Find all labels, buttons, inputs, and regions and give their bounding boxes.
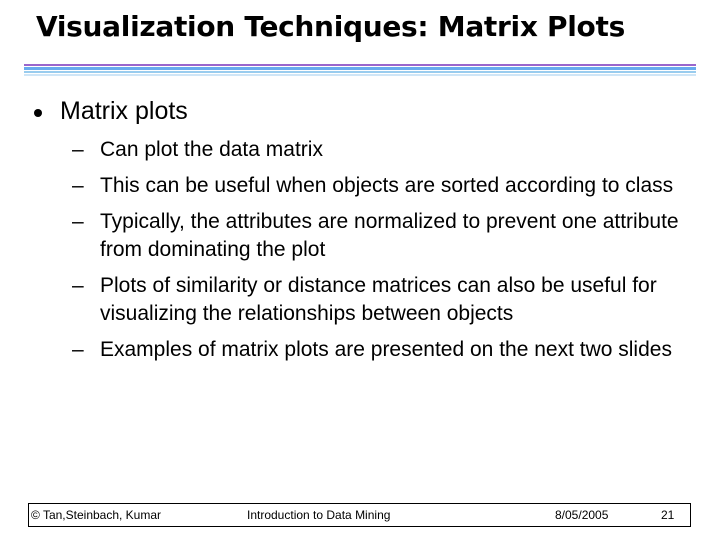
sub-bullet-text: Typically, the attributes are normalized to prevent one attribute from dominating the plot (100, 210, 679, 261)
sub-bullet (72, 336, 702, 364)
footer-date: 8/05/2005 (555, 508, 609, 522)
sub-bullet (72, 272, 702, 328)
sub-bullet-text: Can plot the data matrix (100, 138, 323, 161)
bullet-dot-icon (34, 109, 42, 117)
sub-bullet-text: Plots of similarity or distance matrices can also be useful for visualizing the relationships between objects (100, 274, 657, 325)
dash-icon: – (72, 338, 84, 361)
sub-bullet (72, 208, 702, 264)
main-bullet (34, 97, 188, 126)
sub-bullet (72, 136, 702, 164)
sub-bullet-text: Examples of matrix plots are presented on the next two slides (100, 338, 672, 361)
dash-icon: – (72, 174, 84, 197)
sub-bullet (72, 172, 702, 200)
main-bullet-text: Matrix plots (60, 97, 188, 125)
dash-icon: – (72, 210, 84, 233)
dash-icon: – (72, 274, 84, 297)
sub-bullet-text: This can be useful when objects are sorted according to class (100, 174, 674, 197)
footer-copyright: © Tan,Steinbach, Kumar (31, 508, 162, 522)
slide-footer (28, 503, 691, 527)
footer-page-number: 21 (661, 508, 675, 522)
footer-course: Introduction to Data Mining (247, 508, 391, 522)
title-underline (24, 64, 696, 77)
dash-icon: – (72, 138, 84, 161)
slide-title: Visualization Techniques: Matrix Plots (36, 10, 625, 43)
sub-bullet-list (72, 136, 702, 372)
